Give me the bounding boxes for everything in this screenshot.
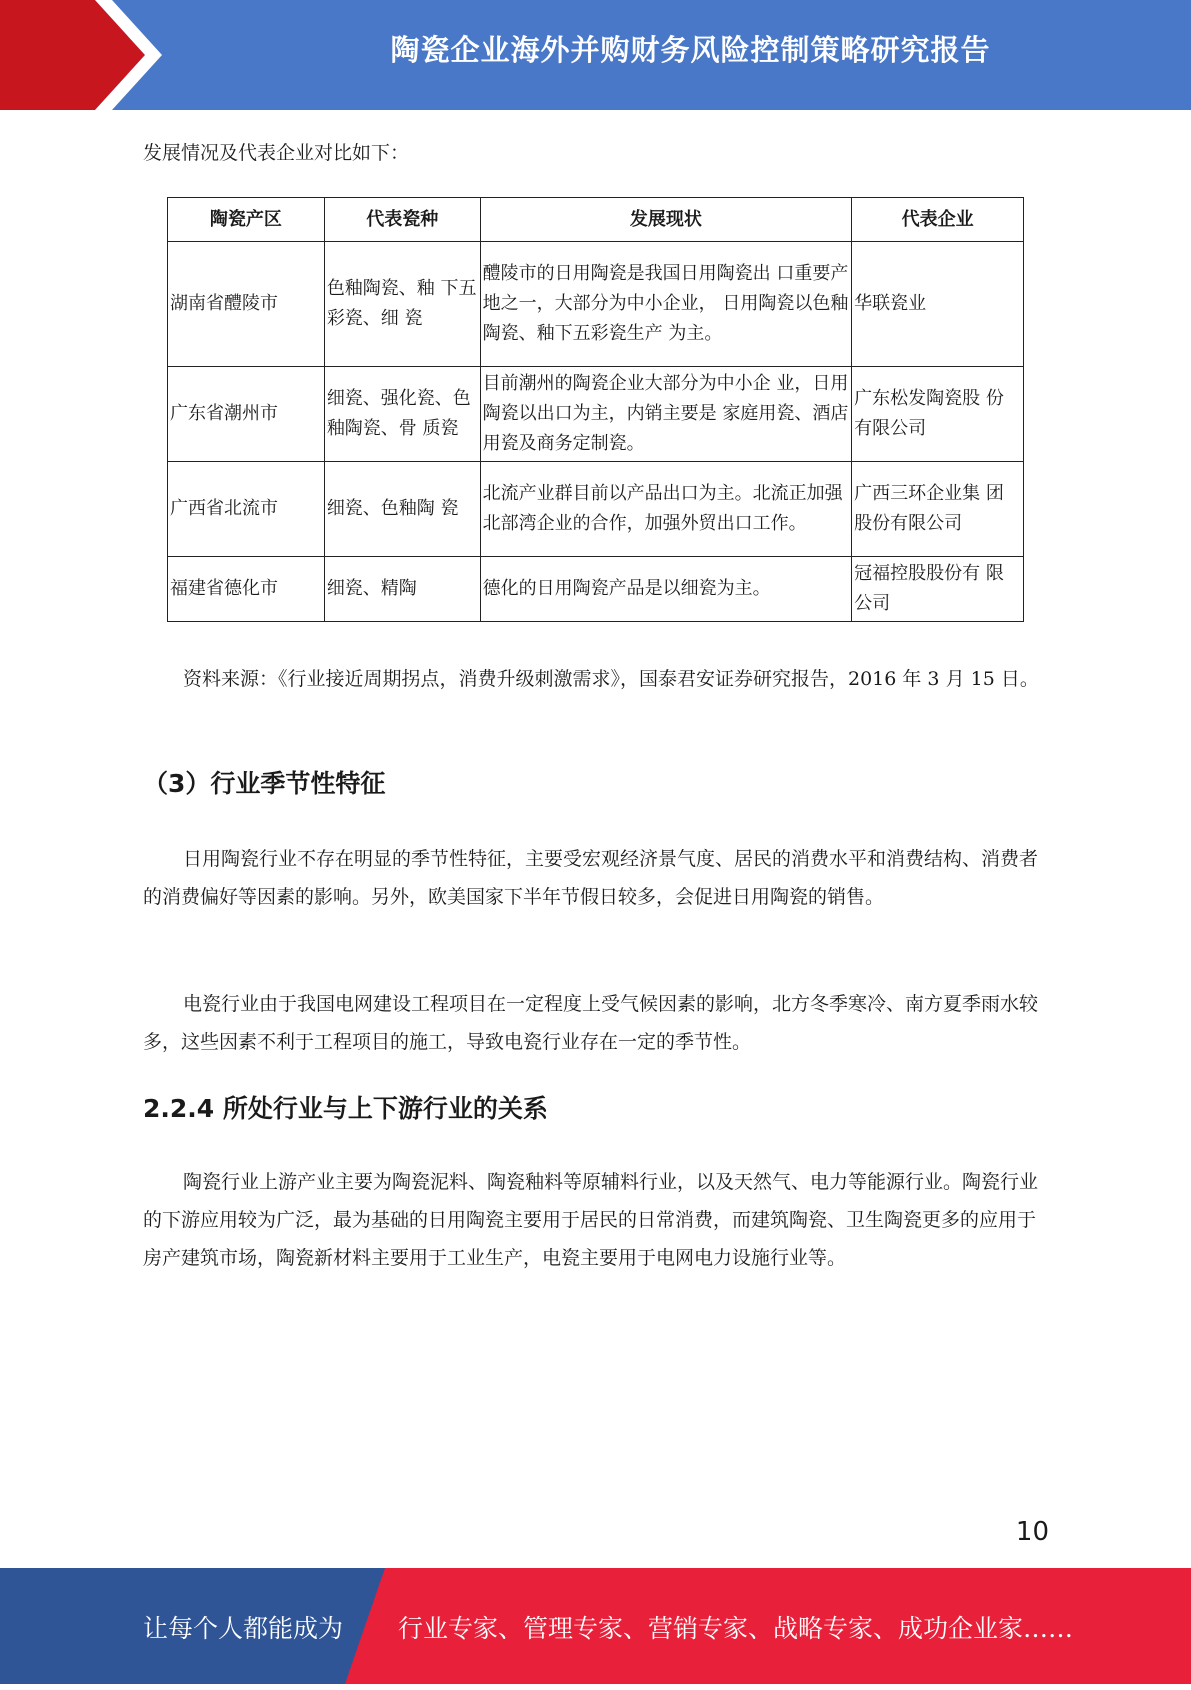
region-cell: 广西省北流市 bbox=[168, 462, 325, 557]
status-cell: 醴陵市的日用陶瓷是我国日用陶瓷出 口重要产地之一，大部分为中小企业， 日用陶瓷以色釉陶瓷、釉下五彩瓷生产 为主。 bbox=[480, 242, 852, 367]
report-title: 陶瓷企业海外并购财务风险控制策略研究报告 bbox=[390, 33, 991, 67]
types-cell: 细瓷、色釉陶 瓷 bbox=[324, 462, 480, 557]
source-note: 资料来源：《行业接近周期拐点，消费升级刺激需求》，国泰君安证券研究报告，2016 年 3 月 15 日。 bbox=[183, 668, 1039, 690]
status-cell: 目前潮州的陶瓷企业大部分为中小企 业，日用陶瓷以出口为主，内销主要是 家庭用瓷、酒店用瓷及商务定制瓷。 bbox=[480, 367, 852, 462]
company-cell: 华联瓷业 bbox=[852, 242, 1024, 367]
types-cell: 细瓷、精陶 bbox=[324, 557, 480, 622]
section-heading-chain: 2.2.4 所处行业与上下游行业的关系 bbox=[143, 1094, 548, 1123]
table-row bbox=[168, 462, 1024, 557]
intro-text: 发展情况及代表企业对比如下： bbox=[143, 142, 410, 164]
section-heading-seasonal: （3）行业季节性特征 bbox=[143, 769, 386, 798]
footer-slogan-left: 让每个人都能成为 bbox=[143, 1614, 344, 1643]
region-cell: 湖南省醴陵市 bbox=[168, 242, 325, 367]
table-row bbox=[168, 242, 1024, 367]
footer-slogan-right: 行业专家、管理专家、营销专家、战略专家、成功企业家…… bbox=[398, 1614, 1074, 1643]
seasonal-paragraph-2: 电瓷行业由于我国电网建设工程项目在一定程度上受气候因素的影响，北方冬季寒冷、南方夏季雨水较多，这些因素不利于工程项目的施工，导致电瓷行业存在一定的季节性。 bbox=[143, 993, 1039, 1053]
table-header-cell: 代表企业 bbox=[852, 198, 1024, 242]
region-cell: 福建省德化市 bbox=[168, 557, 325, 622]
table-row bbox=[168, 367, 1024, 462]
status-cell: 德化的日用陶瓷产品是以细瓷为主。 bbox=[480, 557, 852, 622]
company-cell: 广东松发陶瓷股 份有限公司 bbox=[852, 367, 1024, 462]
region-cell: 广东省潮州市 bbox=[168, 367, 325, 462]
table-header-cell: 代表瓷种 bbox=[324, 198, 480, 242]
seasonal-paragraph-1: 日用陶瓷行业不存在明显的季节性特征，主要受宏观经济景气度、居民的消费水平和消费结构、消费者的消费偏好等因素的影响。另外，欧美国家下半年节假日较多，会促进日用陶瓷的销售。 bbox=[143, 848, 1039, 908]
company-cell: 冠福控股股份有 限公司 bbox=[852, 557, 1024, 622]
page-number: 10 bbox=[1015, 1517, 1049, 1547]
table-row bbox=[168, 557, 1024, 622]
table-header-cell: 陶瓷产区 bbox=[168, 198, 325, 242]
types-cell: 细瓷、强化瓷、色釉陶瓷、骨 质瓷 bbox=[324, 367, 480, 462]
company-cell: 广西三环企业集 团股份有限公司 bbox=[852, 462, 1024, 557]
ceramic-region-table bbox=[167, 197, 1024, 622]
table-header-cell: 发展现状 bbox=[480, 198, 852, 242]
page-footer bbox=[0, 1568, 1191, 1684]
page-header bbox=[0, 0, 1191, 110]
chain-paragraph: 陶瓷行业上游产业主要为陶瓷泥料、陶瓷釉料等原辅料行业，以及天然气、电力等能源行业。陶瓷行业的下游应用较为广泛，最为基础的日用陶瓷主要用于居民的日常消费，而建筑陶瓷、卫生陶瓷更多的应用于房产建筑市场，陶瓷新材料主要用于工业生产，电瓷主要用于电网电力设施行业等。 bbox=[143, 1171, 1039, 1269]
status-cell: 北流产业群目前以产品出口为主。北流正加强北部湾企业的合作，加强外贸出口工作。 bbox=[480, 462, 852, 557]
table-header-row bbox=[168, 198, 1024, 242]
types-cell: 色釉陶瓷、釉 下五彩瓷、细 瓷 bbox=[324, 242, 480, 367]
